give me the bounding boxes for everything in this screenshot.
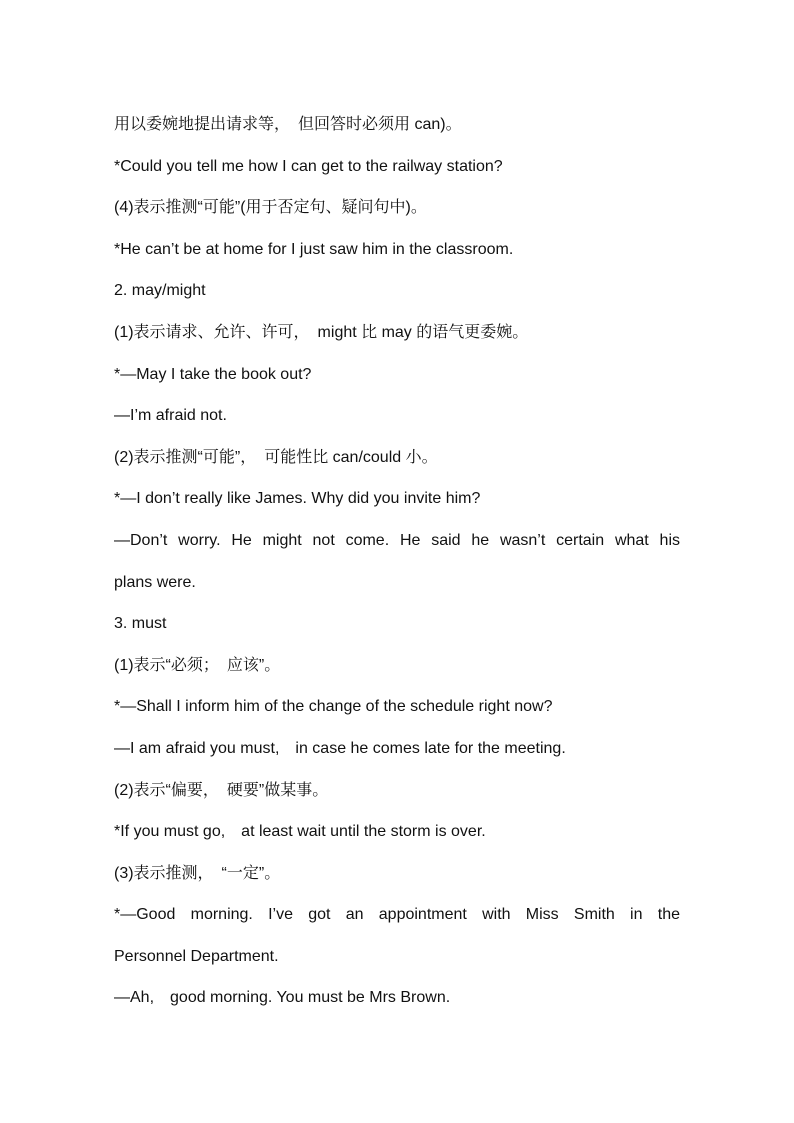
example-reply: —Ah, good morning. You must be Mrs Brown. <box>114 989 451 1007</box>
rule-heading: (2)表示推测“可能”， 可能性比 can/could 小。 <box>114 448 438 466</box>
section-heading: 2. may/might <box>114 282 206 300</box>
rule-heading: (1)表示请求、允许、许可， might 比 may 的语气更委婉。 <box>114 323 529 341</box>
example-sentence: *Could you tell me how I can get to the railway station? <box>114 157 503 175</box>
example-sentence: *If you must go, at least wait until the storm is over. <box>114 823 486 841</box>
section-heading: 3. must <box>114 615 167 633</box>
example-sentence: *—May I take the book out? <box>114 365 312 383</box>
rule-heading: (2)表示“偏要， 硬要”做某事。 <box>114 781 329 799</box>
rule-heading: (1)表示“必须； 应该”。 <box>114 656 281 674</box>
example-sentence: *—Good morning. I’ve got an appointment with Miss Smith in the <box>114 906 680 924</box>
example-sentence: *He can’t be at home for I just saw him in the classroom. <box>114 240 514 258</box>
text-line: 用以委婉地提出请求等， 但回答时必须用 can)。 <box>114 116 462 133</box>
rule-heading: (3)表示推测， “一定”。 <box>114 864 281 882</box>
example-reply-continuation: plans were. <box>114 573 196 591</box>
example-reply: —I’m afraid not. <box>114 407 227 425</box>
example-sentence: *—I don’t really like James. Why did you invite him? <box>114 490 481 508</box>
example-reply: —I am afraid you must, in case he comes late for the meeting. <box>114 739 566 757</box>
example-sentence-continuation: Personnel Department. <box>114 947 279 965</box>
example-sentence: *—Shall I inform him of the change of the schedule right now? <box>114 698 553 716</box>
document-body <box>114 104 680 1019</box>
example-reply: —Don’t worry. He might not come. He said he wasn’t certain what his <box>114 531 680 549</box>
rule-heading: (4)表示推测“可能”(用于否定句、疑问句中)。 <box>114 199 427 217</box>
